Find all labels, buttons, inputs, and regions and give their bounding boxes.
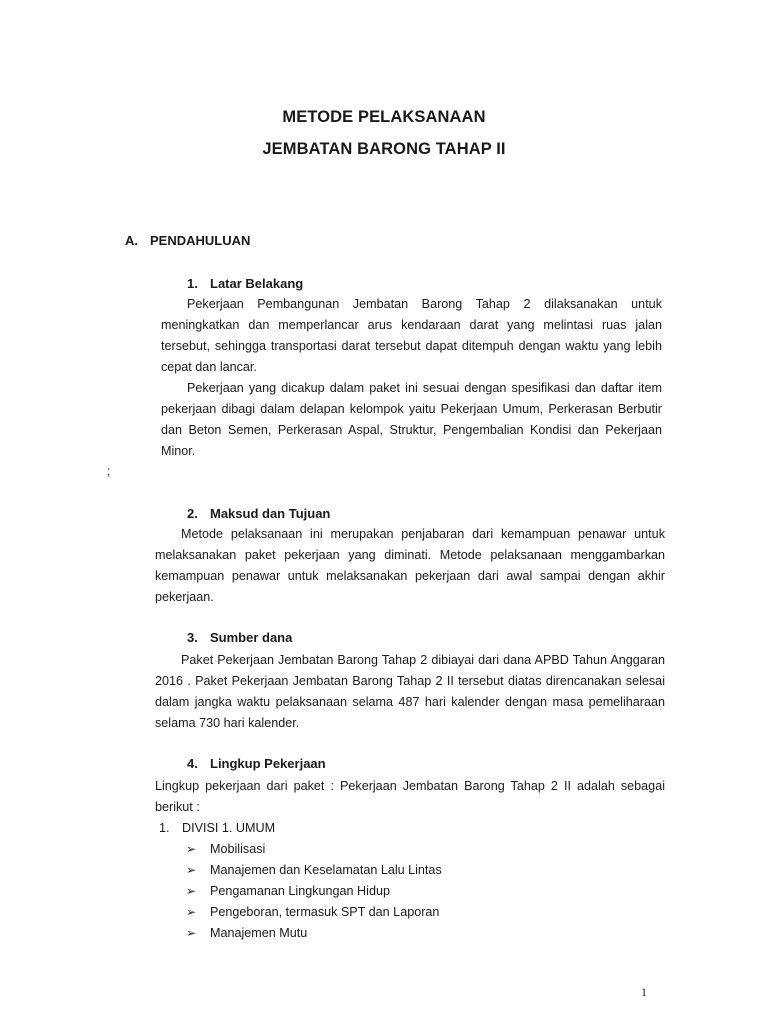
sub1-heading: Latar Belakang: [210, 276, 304, 291]
stray-mark: ;: [107, 464, 111, 478]
sub1-number: 1.: [187, 276, 198, 291]
list-item-label: Pengamanan Lingkungan Hidup: [210, 884, 390, 898]
sub4-paragraph: Lingkup pekerjaan dari paket : Pekerjaan Jembatan Barong Tahap 2 II adalah sebagai berikut :: [155, 779, 665, 814]
sub1-paragraph-2: Pekerjaan yang dicakup dalam paket ini sesuai dengan spesifikasi dan daftar item pekerjaan dibagi dalam delapan kelompok yaitu Pekerjaan Umum, Perkerasan Berbutir dan Beton Semen, Perkerasan Aspal, Struktur, Pengembalian Kondisi dan Pekerjaan Minor.: [161, 381, 662, 458]
list-item-label: Manajemen dan Keselamatan Lalu Lintas: [210, 863, 442, 877]
sub2-number: 2.: [187, 506, 198, 521]
section-a-label: A.: [125, 233, 138, 248]
sub3-paragraph: Paket Pekerjaan Jembatan Barong Tahap 2 dibiayai dari dana APBD Tahun Anggaran 2016 . Paket Pekerjaan Jembatan Barong Tahap 2 II tersebut diatas direncanakan selesai dalam jangka waktu pelaksanaan selama 487 hari kalender dengan masa pemeliharaan selama 730 hari kalender.: [155, 653, 665, 730]
division-label: DIVISI 1. UMUM: [182, 821, 276, 835]
list-item-label: Mobilisasi: [210, 842, 266, 856]
sub1-paragraph-1: Pekerjaan Pembangunan Jembatan Barong Tahap 2 dilaksanakan untuk meningkatkan dan memperlancar arus kendaraan darat yang melintasi ruas jalan tersebut, sehingga transportasi darat tersebut dapat ditempuh dengan waktu yang lebih cepat dan lancar.: [161, 297, 662, 374]
arrow-bullet-icon: ➢: [186, 884, 197, 898]
arrow-bullet-icon: ➢: [186, 863, 197, 877]
arrow-bullet-icon: ➢: [186, 842, 197, 856]
work-item-list: [186, 839, 442, 944]
sub3-number: 3.: [187, 630, 198, 645]
list-item-label: Pengeboran, termasuk SPT dan Laporan: [210, 905, 440, 919]
sub4-heading: Lingkup Pekerjaan: [210, 756, 326, 771]
section-a-heading: PENDAHULUAN: [150, 233, 251, 248]
arrow-bullet-icon: ➢: [186, 926, 197, 940]
sub4-number: 4.: [187, 756, 198, 771]
document-title: METODE PELAKSANAAN: [282, 108, 486, 126]
document-subtitle: JEMBATAN BARONG TAHAP II: [262, 140, 506, 158]
sub2-heading: Maksud dan Tujuan: [210, 506, 331, 521]
list-item: [186, 923, 442, 944]
list-item-label: Manajemen Mutu: [210, 926, 308, 940]
page-number: 1: [641, 985, 647, 999]
sub2-paragraph: Metode pelaksanaan ini merupakan penjabaran dari kemampuan penawar untuk melaksanakan paket pekerjaan yang diminati. Metode pelaksanaan menggambarkan kemampuan penawar untuk melaksanakan pekerjaan dari awal sampai dengan akhir pekerjaan.: [155, 527, 665, 604]
list-item: [186, 902, 442, 923]
arrow-bullet-icon: ➢: [186, 905, 197, 919]
list-item: [186, 839, 442, 860]
sub3-heading: Sumber dana: [210, 630, 293, 645]
list-item: [186, 860, 442, 881]
division-number: 1.: [159, 821, 170, 835]
list-item: [186, 881, 442, 902]
